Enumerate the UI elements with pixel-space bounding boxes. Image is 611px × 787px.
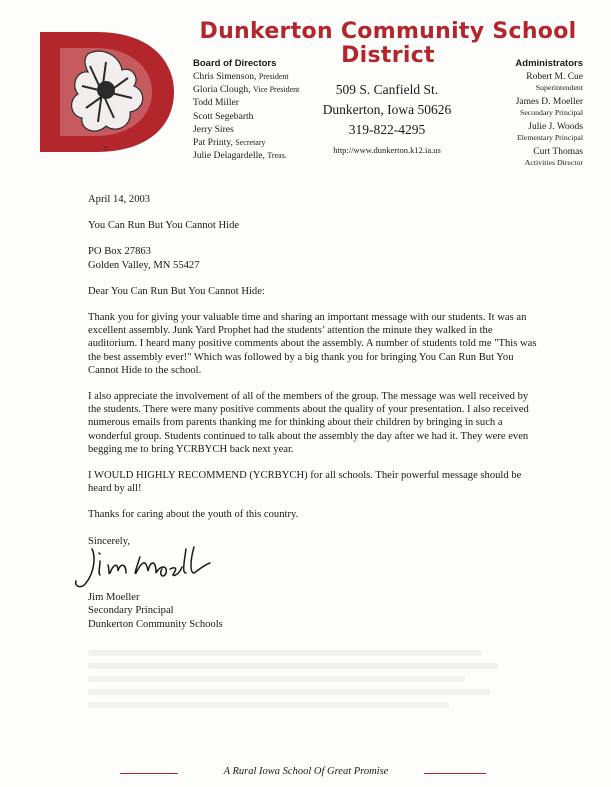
paragraph: I WOULD HIGHLY RECOMMEND (YCRBYCH) for all schools. Their powerful message should be heard by all!: [88, 470, 522, 495]
closing: Sincerely,: [88, 535, 130, 547]
paragraph: I also appreciate the involvement of all of the members of the group. The message was well received by the students. There were many positive comments about the quality of your presentation. I also received numerous emails from parents thanking me for thinking about their children by bringing in such a wonderful group. Students continued to talk about the assembly the day after we had it. They were even begging me to bring YCRBYCH back next year.: [88, 391, 529, 455]
svg-text:D: D: [104, 146, 108, 152]
letter-date: April 14, 2003: [88, 194, 151, 205]
administrator: Robert M. Cue Superintendent: [526, 72, 583, 92]
letter-body: [88, 193, 543, 561]
salutation: Dear You Can Run But You Cannot Hide:: [88, 285, 265, 297]
website-url: http://www.dunkerton.k12.ia.us: [333, 145, 441, 155]
footer-rule-left: [120, 773, 178, 774]
admin-list: [463, 72, 583, 172]
city: Dunkerton, Iowa 50626: [322, 102, 452, 117]
recipient-name: You Can Run But You Cannot Hide: [88, 220, 240, 232]
footer-rule-right: [424, 773, 486, 774]
paragraph: Thanks for caring about the youth of this country.: [88, 509, 299, 521]
school-address: [312, 80, 462, 156]
paragraph: Thank you for giving your valuable time and sharing an important message with our students. It was an excellent assembly. Junk Yard Prophet had the students’ attention the minute they walked in the auditorium. I heard many positive comments about the assembly. A number of students told me "This was the best assembly ever!" Which was followed by a big thank you for bringing You Can Run But You Cannot Hide to the school.: [88, 312, 537, 376]
board-member: Julie Delagardelle, Treas.: [193, 150, 287, 162]
board-member: Pat Printy, Secretary: [193, 137, 266, 149]
board-heading: Board of Directors: [193, 58, 277, 69]
footer-motto: A Rural Iowa School Of Great Promise: [223, 766, 389, 777]
board-member: Scott Segebarth: [193, 110, 254, 122]
signer-organization: Dunkerton Community Schools: [88, 618, 223, 630]
recipient-address: PO Box 27863 Golden Valley, MN 55427: [88, 246, 200, 271]
admin-heading: Administrators: [515, 58, 583, 69]
administrator: Julie J. Woods Elementary Principal: [516, 122, 583, 142]
board-member: Chris Simenson, President: [193, 71, 289, 82]
signer-title: Secondary Principal: [88, 605, 174, 617]
bleed-through-text: [88, 650, 498, 715]
school-logo: [36, 26, 176, 156]
signer-block: [88, 591, 223, 631]
board-member: Gloria Clough, Vice President: [193, 84, 300, 96]
handwritten-signature: [70, 543, 240, 591]
board-member: Todd Miller: [193, 97, 239, 109]
district-name: Dunkerton Community School District: [199, 19, 577, 68]
administrator: James D. Moeller Secondary Principal: [515, 97, 583, 117]
board-member: Jerry Sires: [193, 123, 234, 135]
board-list: [193, 70, 299, 162]
street: 509 S. Canfield St.: [335, 82, 439, 97]
administrator: Curt Thomas Activities Director: [524, 147, 583, 167]
phone: 319-822-4295: [348, 122, 426, 137]
signer-name: Jim Moeller: [88, 592, 140, 603]
